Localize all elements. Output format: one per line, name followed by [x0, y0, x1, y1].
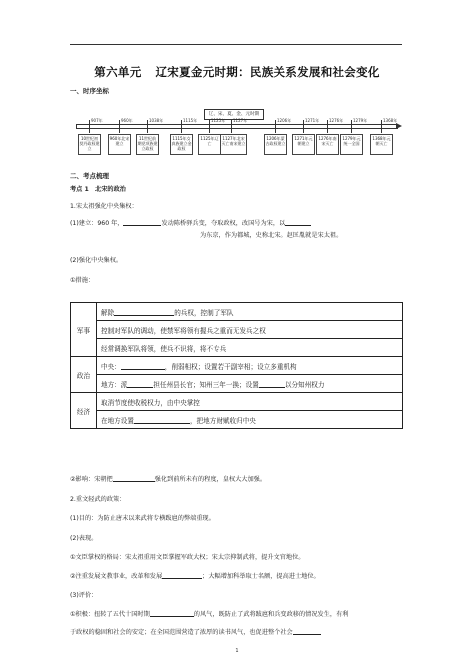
effect-line: ②影响：宋朝把 强化到前所未有的程度，皇权大大加强。 — [70, 476, 267, 483]
founding-line-continued: 为东京，作为都城，史称北宋。赵匡胤就是宋太祖。 — [200, 232, 343, 239]
timeline-year: 907年 — [91, 118, 103, 123]
measure-category: 经济 — [71, 393, 97, 429]
timeline-year: 1206年 — [277, 118, 292, 123]
measure-cell: 经常调换军队将领，使兵不识将，将不专兵 — [97, 339, 403, 357]
purpose-line: (1)目的：为防止唐末以来武将专横跋扈的弊端重现。 — [70, 515, 215, 522]
timeline-event: 1276年南宋灭亡 — [316, 134, 339, 155]
measures-table — [70, 302, 403, 429]
timeline-year: 1276年 — [329, 118, 344, 123]
eval-positive-line-1: ①积极：扭转了五代十国时期 的风气，既防止了武将跋扈和兵变政移的情况发生，有利 — [70, 611, 349, 618]
measure-category: 政治 — [71, 357, 97, 393]
timeline-period-caption: 辽、宋、夏、金、元时期 — [204, 109, 264, 120]
measure-row — [71, 393, 403, 411]
unit-label: 第六单元 — [94, 65, 142, 79]
subheading-wen-wu: 2.重文轻武的政策： — [70, 496, 126, 503]
timeline-event: 1368年元朝灭亡 — [370, 134, 393, 155]
timeline-tick — [89, 120, 90, 133]
unit-topic: 辽宋夏金元时期：民族关系发展和社会变化 — [155, 65, 380, 79]
subheading-centralization: 1.宋太祖强化中央集权： — [70, 203, 138, 210]
strengthen-heading: (2)强化中央集权。 — [70, 257, 123, 264]
answer-blank[interactable] — [113, 475, 155, 482]
timeline-tick — [119, 120, 120, 133]
eval-heading: (3)评价： — [70, 592, 98, 599]
timeline-year: 960年 — [121, 118, 133, 123]
measures-label: ①措施： — [70, 277, 95, 284]
timeline-event: 10世纪初契丹政权建立 — [78, 134, 101, 155]
answer-blank[interactable] — [134, 417, 190, 424]
show-heading: (2)表现。 — [70, 535, 98, 542]
timeline-year: 1271年 — [305, 118, 320, 123]
section-timeline-heading: 一、时序坐标 — [70, 87, 109, 95]
founding-line: (1)建立：960 年， 发动陈桥驿兵变，夺取政权，改国号为宋，以 — [70, 218, 311, 227]
page-number: 1 — [235, 648, 239, 654]
point-heading: 考点 1 北宋的政治 — [70, 186, 126, 193]
answer-blank[interactable] — [121, 363, 165, 370]
answer-blank[interactable] — [114, 309, 174, 316]
timeline-tick — [327, 120, 328, 133]
measure-cell: 地方：派 担任州县长官；知州三年一换；设置 以分知州权力 — [97, 375, 403, 393]
page-title — [0, 64, 474, 80]
timeline-event: 1279年元统一全国 — [340, 134, 363, 155]
timeline — [70, 108, 404, 166]
measure-category: 军事 — [71, 303, 97, 357]
answer-blank[interactable] — [259, 381, 285, 388]
timeline-tick — [351, 120, 352, 133]
measure-cell: 中央： ，削弱相权；设置若干副宰相；设立多重机构 — [97, 357, 403, 375]
section-points-heading: 二、考点梳理 — [70, 172, 109, 180]
timeline-tick — [303, 120, 304, 133]
timeline-year: 1279年 — [353, 118, 368, 123]
answer-blank[interactable] — [123, 219, 161, 226]
measure-row — [71, 339, 403, 357]
timeline-event: 11世纪前期党项族建立政权 — [136, 134, 159, 155]
timeline-tick — [209, 120, 210, 133]
timeline-event: 1127年北宋灭亡南宋建立 — [220, 134, 247, 155]
eval-positive-line-2: 于政权的稳固和社会的安定；在全国范围营造了浓厚的读书风气，也促进整个社会 — [70, 627, 321, 636]
answer-blank[interactable] — [162, 572, 202, 579]
measure-row — [71, 375, 403, 393]
header-rule — [70, 44, 402, 45]
show-line-1: ①文臣掌权的格局：宋太祖重用文臣掌握军政大权；宋太宗抑制武将，提升文官地位。 — [70, 554, 305, 561]
timeline-event: 1125年辽亡 — [198, 134, 221, 155]
timeline-tick — [275, 120, 276, 133]
timeline-year: 1368年 — [383, 118, 398, 123]
timeline-year: 1038年 — [149, 118, 164, 123]
timeline-year: 1127年 — [233, 118, 248, 123]
measure-row — [71, 321, 403, 339]
measure-row — [71, 357, 403, 375]
answer-blank[interactable] — [150, 610, 194, 617]
measure-cell: 控制对军队的调动，使禁军将领有握兵之重而无发兵之权 — [97, 321, 403, 339]
timeline-tick — [381, 120, 382, 133]
answer-blank[interactable] — [285, 219, 311, 226]
timeline-year: 1125年 — [211, 118, 226, 123]
timeline-tick — [181, 120, 182, 133]
answer-blank[interactable] — [293, 628, 321, 635]
timeline-year: 1115年 — [183, 118, 198, 123]
timeline-tick — [231, 120, 232, 133]
timeline-event: 1271年元朝建立 — [292, 134, 315, 155]
measure-row — [71, 411, 403, 429]
timeline-event: 1115年女真族建立金政权 — [170, 134, 193, 155]
measure-cell: 取消节度使收税权力，由中央掌控 — [97, 393, 403, 411]
timeline-event: 1206年蒙古政权建立 — [264, 134, 287, 155]
timeline-event: 960年北宋建立 — [108, 134, 131, 155]
show-line-2: ②注重发展文教事业，改革和发展 ；大幅增加科举取士名额，提高进士地位。 — [70, 573, 320, 580]
measure-row — [71, 303, 403, 321]
timeline-axis — [76, 124, 398, 129]
measure-cell: 在地方设置 ，把地方财赋收归中央 — [97, 411, 403, 429]
timeline-tick — [147, 120, 148, 133]
measure-cell: 解除 的兵权，控制了军队 — [97, 303, 403, 321]
answer-blank[interactable] — [127, 381, 153, 388]
